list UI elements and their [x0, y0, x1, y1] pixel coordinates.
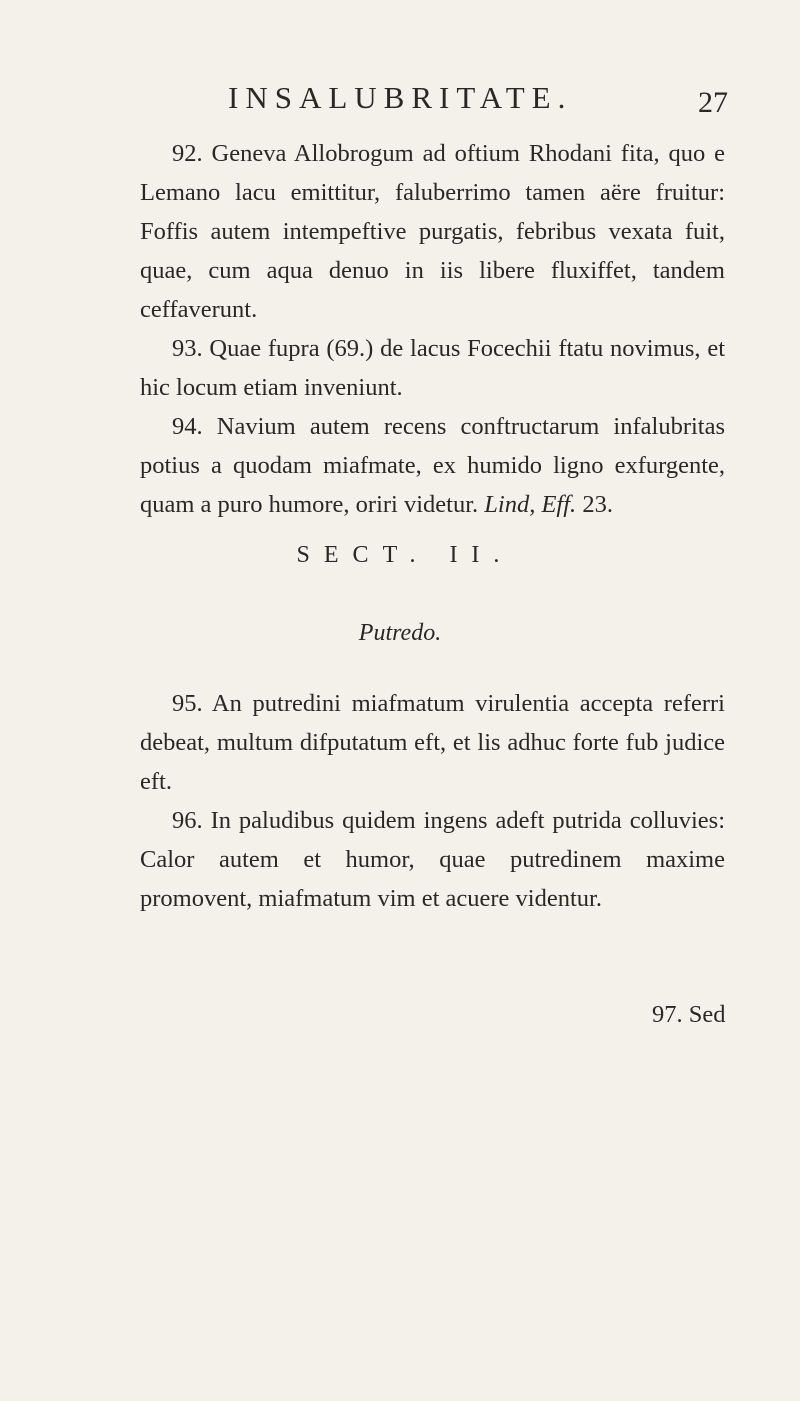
catchword: 97. Sed — [652, 1001, 726, 1028]
paragraph-number: 96. — [172, 807, 203, 834]
text-block-bottom — [140, 684, 725, 918]
paragraph-96 — [140, 801, 725, 918]
paragraph-number: 94. — [172, 413, 203, 440]
paragraph-text: Navium autem recens conftructarum infalubritas potius a quodam miafmate, ex humido ligno exfurgente, quam a puro humore, oriri videtur. — [140, 413, 725, 518]
citation-author: Lind, — [484, 491, 536, 518]
running-title: INSALUBRITATE. — [228, 80, 573, 115]
paragraph-number: 93. — [172, 335, 203, 362]
section-title: Putredo. — [358, 620, 442, 646]
text-block-top — [140, 134, 725, 524]
paragraph-95 — [140, 684, 725, 801]
citation-work: Eff. — [541, 491, 577, 518]
paragraph-text: In paludibus quidem ingens adeft putrida colluvies: Calor autem et humor, quae putredinem maxime promovent, miafmatum vim et acuere videntur. — [140, 807, 725, 912]
citation-number: 23. — [582, 491, 613, 518]
paragraph-text: Quae fupra (69.) de lacus Focechii ftatu novimus, et hic locum etiam inveniunt. — [140, 335, 725, 401]
paragraph-92 — [140, 134, 725, 329]
paragraph-text: An putredini miafmatum virulentia accepta referri debeat, multum difputatum eft, et lis adhuc forte fub judice eft. — [140, 690, 725, 795]
page-number: 27 — [698, 86, 728, 119]
section-heading: SECT. II. — [296, 542, 514, 568]
paragraph-number: 95. — [172, 690, 203, 717]
paragraph-text: Geneva Allobrogum ad oftium Rhodani fita, quo e Lemano lacu emittitur, faluberrimo tamen aëre fruitur: Foffis autem intempeftive purgatis, febribus vexata fuit, quae, cum aqua denuo in iis libere fluxiffet, tandem ceffaverunt. — [140, 140, 726, 323]
paragraph-number: 92. — [172, 140, 203, 167]
paragraph-94 — [140, 407, 725, 524]
paragraph-93 — [140, 329, 725, 407]
